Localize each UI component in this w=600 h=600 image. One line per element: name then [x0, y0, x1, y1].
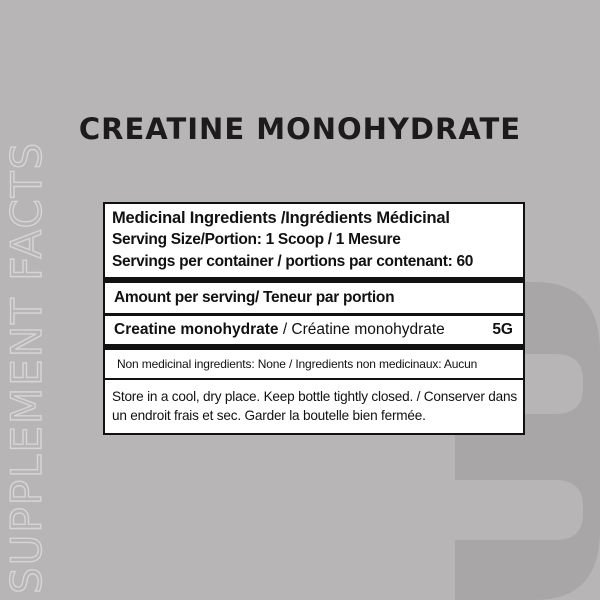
amount-per-serving-label: Amount per serving/ Teneur par portion — [114, 289, 395, 306]
medicinal-ingredients-heading: Medicinal Ingredients /Ingrédients Médicinal — [112, 209, 450, 227]
ingredient-name-fr: / Créatine monohydrate — [278, 321, 445, 338]
non-medicinal-ingredients: Non medicinal ingredients: None / Ingredients non medicinaux: Aucun — [117, 357, 478, 371]
product-title: CREATINE MONOHYDRATE — [78, 112, 522, 146]
supplement-facts-panel — [103, 202, 525, 435]
panel-header — [105, 204, 523, 277]
storage-instructions: Store in a cool, dry place. Keep bottle tightly closed. / Conserver dans un endroit frais et sec. Garder la boutelle bien fermée. — [112, 388, 517, 423]
servings-per-container: Servings per container / portions par contenant: 60 — [112, 253, 474, 270]
ingredient-amount: 5G — [492, 321, 513, 338]
ingredient-name: Creatine monohydrate — [114, 321, 279, 338]
ingredient-label — [114, 319, 445, 341]
supplement-facts-watermark: SUPPLEMENT FACTS — [2, 140, 51, 594]
serving-size: Serving Size/Portion: 1 Scoop / 1 Mesure — [112, 231, 401, 248]
ingredient-row — [105, 316, 523, 344]
